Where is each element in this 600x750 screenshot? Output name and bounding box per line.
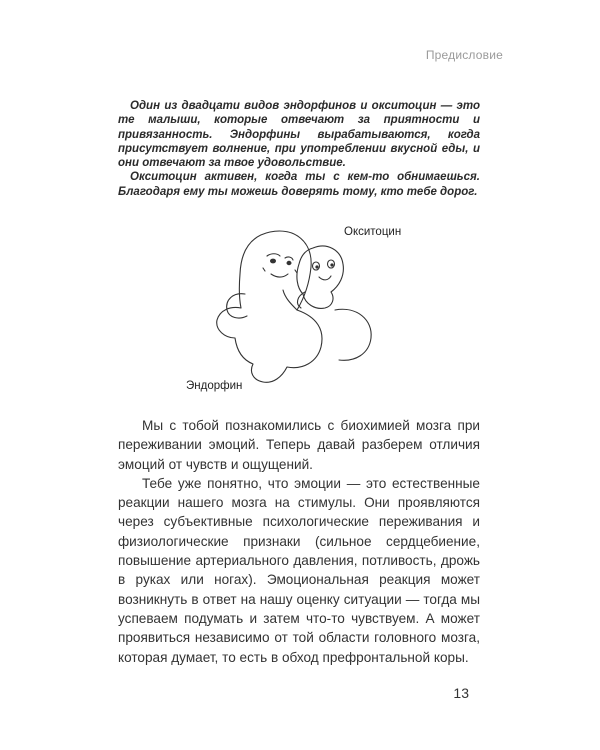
page-number: 13 — [453, 685, 469, 701]
label-oxytocin: Окситоцин — [344, 226, 402, 238]
running-header: Предисловие — [425, 48, 503, 62]
callout-paragraph: Один из двадцати видов эндорфинов и окситоцин — это те малыши, которые отвечают за приятности и привязанность. Эндорфины вырабатываются, когда присутствует волнение, при употреблении вкусной еды, и они отвечают за твое удовольствие. — [118, 100, 480, 170]
hugging-creatures-drawing — [185, 212, 445, 402]
endorphin-oxytocin-illustration — [185, 212, 445, 402]
label-endorphin: Эндорфин — [186, 380, 243, 392]
callout-paragraph: Окситоцин активен, когда ты с кем-то обнимаешься. Благодаря ему ты можешь доверять тому, кто тебе дорог. — [118, 171, 480, 198]
body-paragraph: Мы с тобой познакомились с биохимией мозга при переживании эмоций. Теперь давай разберем отличия эмоций от чувств и ощущений. — [118, 418, 480, 472]
callout-box — [118, 99, 480, 199]
main-text — [118, 416, 480, 667]
body-paragraph: Тебе уже понятно, что эмоции — это естественные реакции нашего мозга на стимулы. Они проявляются через субъективные психологические переживания и физиологические признаки (сильное сердцебиение, повышение артериального давления, потливость, дрожь в руках или ногах). Эмоциональная реакция может возникнуть в ответ на нашу оценку ситуации — тогда мы успеваем подумать и затем что-то чувствуем. А может проявиться независимо от той области головного мозга, которая думает, то есть в обход префронтальной коры. — [118, 475, 480, 665]
